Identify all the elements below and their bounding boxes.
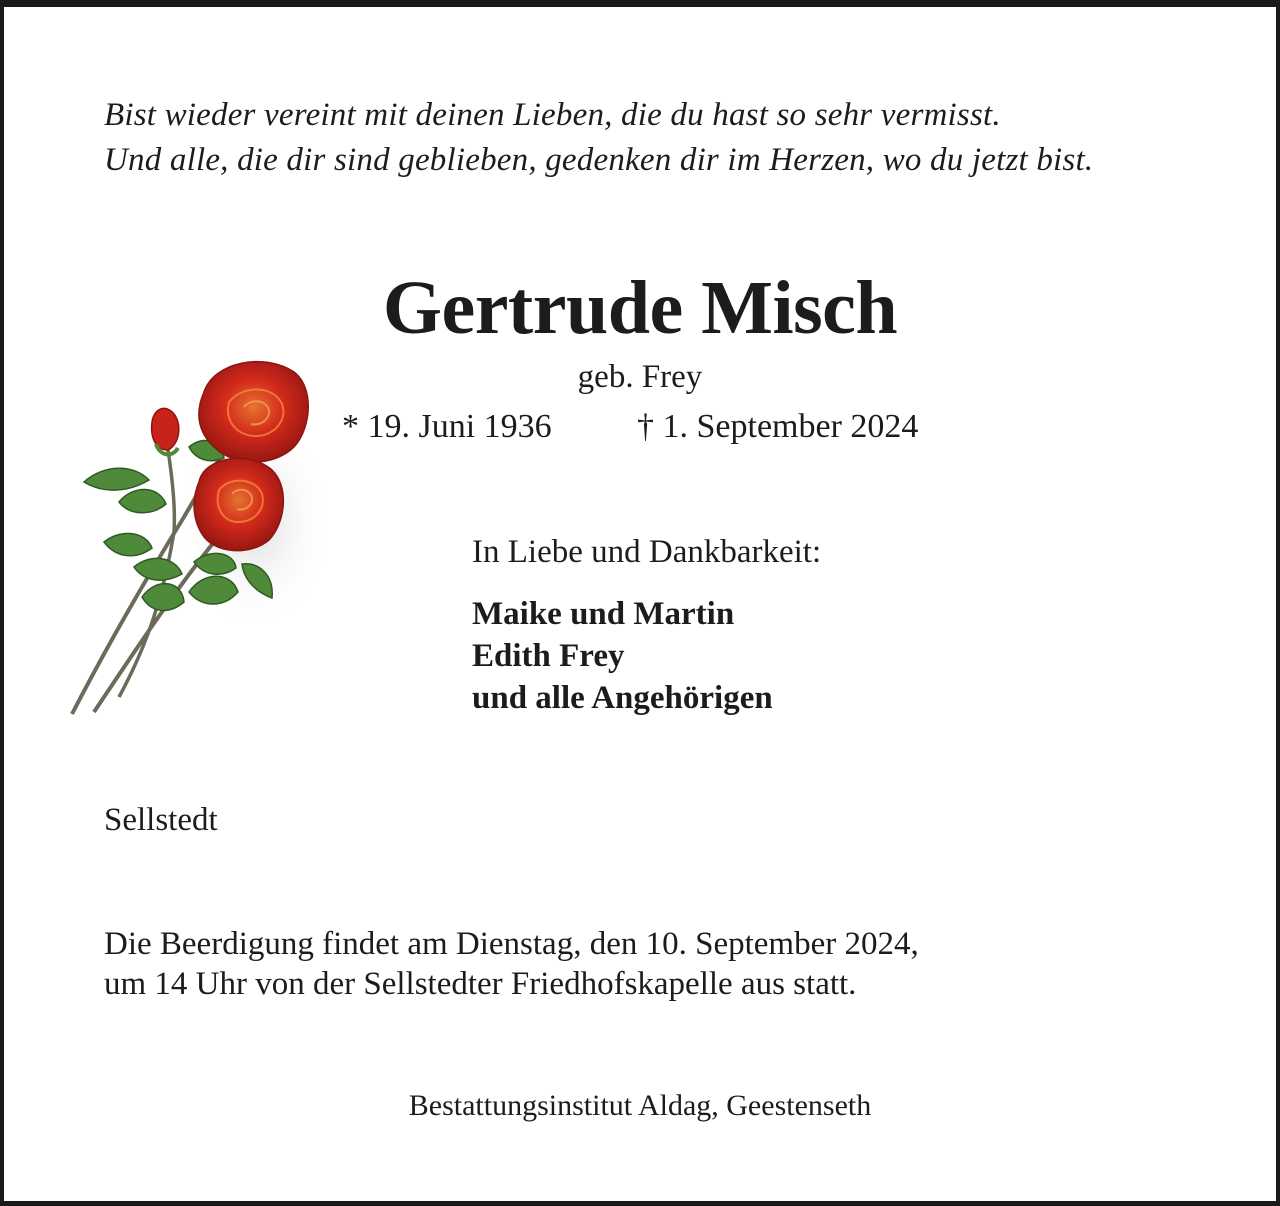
mourner-name: und alle Angehörigen <box>472 680 773 716</box>
red-roses-icon <box>64 352 334 722</box>
memorial-poem <box>104 93 1093 183</box>
mourner-name: Edith Frey <box>472 638 625 674</box>
undertaker-name: Bestattungsinstitut Aldag, Geestenseth <box>408 1089 872 1122</box>
mourner-name: Maike und Martin <box>472 596 735 632</box>
mourners-list <box>472 593 773 719</box>
funeral-info <box>104 924 919 1004</box>
deceased-name: Gertrude Misch <box>382 266 898 350</box>
death-date: † 1. September 2024 <box>637 408 919 445</box>
poem-line-1: Bist wieder vereint mit deinen Lieben, die du hast so sehr vermisst. <box>104 97 1001 133</box>
funeral-line-2: um 14 Uhr von der Sellstedter Friedhofskapelle aus statt. <box>104 966 857 1002</box>
poem-line-2: Und alle, die dir sind geblieben, gedenken dir im Herzen, wo du jetzt bist. <box>104 142 1094 178</box>
maiden-name: geb. Frey <box>577 359 703 395</box>
birth-date: * 19. Juni 1936 <box>342 408 552 445</box>
mourners-intro: In Liebe und Dankbarkeit: <box>472 534 822 570</box>
funeral-line-1: Die Beerdigung findet am Dienstag, den 10. September 2024, <box>104 926 919 962</box>
place-name: Sellstedt <box>104 802 218 838</box>
